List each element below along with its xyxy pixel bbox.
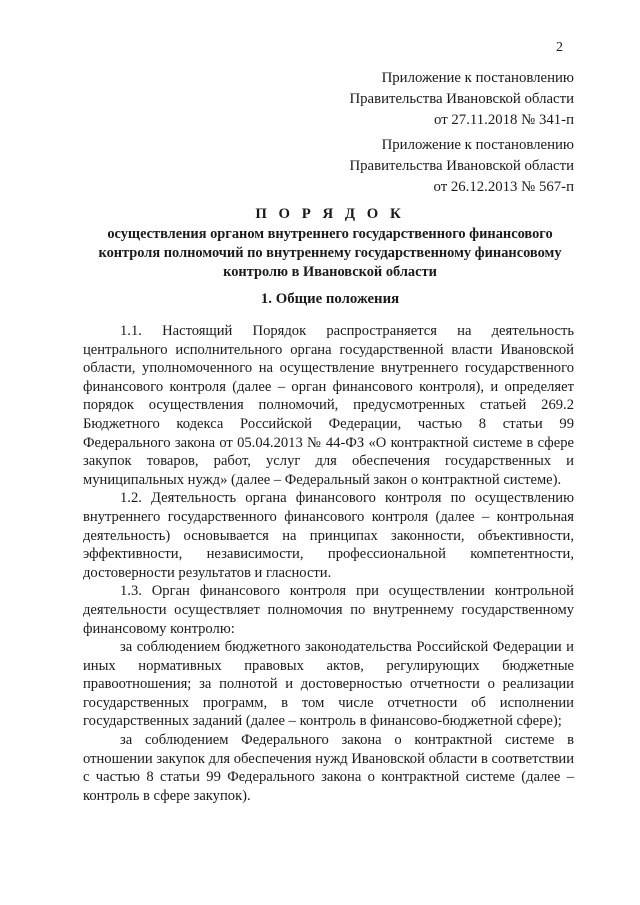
section-heading: 1. Общие положения (260, 291, 400, 307)
paragraph: за соблюдением Федерального закона о контрактной системе в отношении закупок для обеспечения нужд Ивановской области в соответствии с частью 8 статьи 99 Федерального закона о контрактной системе (далее – контроль в сфере закупок). (83, 732, 574, 804)
appendix-line: Приложение к постановлению (381, 137, 574, 153)
appendix-block-current (300, 68, 574, 131)
appendix-line: Приложение к постановлению (381, 70, 574, 86)
appendix-line: от 27.11.2018 № 341-п (434, 112, 574, 128)
paragraph: за соблюдением бюджетного законодательства Российской Федерации и иных нормативных правовых актов, регулирующих бюджетные правоотношения; за полнотой и достоверностью отчетности о реализации государственных программ, в том числе отчетности об исполнении государственных заданий (далее – контроль в финансово-бюджетной сфере); (83, 639, 574, 730)
paragraph: 1.1. Настоящий Порядок распространяется на деятельность центрального исполнительного органа государственной власти Ивановской области, уполномоченного на осуществление внутреннего государственного финансового контроля (далее – орган финансового контроля), и определяет порядок осуществления полномочий, предусмотренных статьей 269.2 Бюджетного кодекса Российской Федерации, частью 8 статьи 99 Федерального закона от 05.04.2013 № 44-ФЗ «О контрактной системе в сфере закупок товаров, работ, услуг для обеспечения государственных и муниципальных нужд» (далее – Федеральный закон о контрактной системе). (83, 323, 574, 488)
appendix-block-original (300, 135, 574, 198)
appendix-line: от 26.12.2013 № 567-п (433, 179, 574, 195)
page-number: 2 (556, 40, 563, 55)
appendix-line: Правительства Ивановской области (349, 91, 574, 107)
paragraph: 1.2. Деятельность органа финансового контроля по осуществлению внутреннего государственного финансового контроля (далее – контрольная деятельность) основывается на принципах законности, объективности, эффективности, независимости, профессиональной компетентности, достоверности результатов и гласности. (83, 490, 574, 581)
body-text (83, 322, 574, 805)
paragraph: 1.3. Орган финансового контроля при осуществлении контрольной деятельности осуществляет полномочия по внутреннему государственному финансовому контролю: (83, 583, 574, 637)
appendix-line: Правительства Ивановской области (349, 158, 574, 174)
document-subtitle: осуществления органом внутреннего государственного финансового контроля полномочий по внутреннему государственному финансовому контролю в Ивановской области (98, 226, 562, 280)
document-title: П О Р Я Д О К (255, 206, 405, 222)
